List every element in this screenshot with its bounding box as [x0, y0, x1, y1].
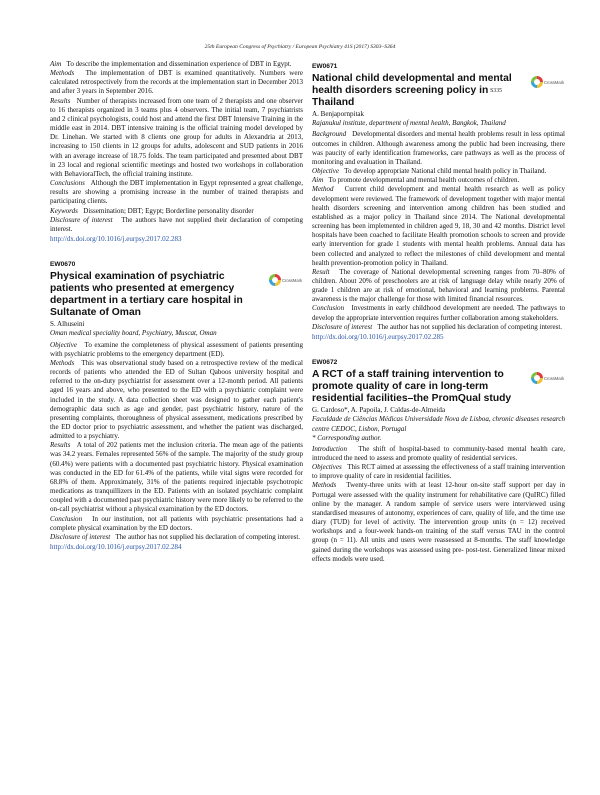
- objectives-text: This RCT aimed at assessing the effectiveness of a staff training intervention to improve quality of care in residential facilities.: [312, 463, 565, 481]
- title-row: [50, 271, 303, 319]
- introduction-label: Introduction: [312, 444, 347, 453]
- crossmark-badge[interactable]: [269, 273, 303, 287]
- affiliation: Rajanukul institute, department of mental health, Bangkok, Thailand: [312, 119, 506, 128]
- objective-text: To develop appropriate National child mental health policy in Thailand.: [344, 167, 547, 176]
- conclusions-label: Conclusions: [50, 179, 85, 188]
- introduction-paragraph: [312, 445, 565, 463]
- methods-paragraph: [312, 481, 565, 563]
- methods-text: This was observational study based on a retrospective review of the medical records of patients who attended the ED of Sultan Qaboos university hospital and referred to the on-duty psychiatrist for assessment over a 12-month period. All patients aged 16 years and above, who presented to the ED with a psychiatric complaint were included in the study. A data collection sheet was designed to gather each patient's demographic data such as age and gender, past psychiatric history, nature of the presenting complaints, thoroughness of physical assessment, medications prescribed by the ED doctor prior to psychiatric assessment, and whether the patient was discharged, admitted to a psychiatry.: [50, 358, 303, 441]
- affiliation: Oman medical speciality board, Psychiatry, Muscat, Oman: [50, 329, 217, 338]
- methods-paragraph: [50, 69, 303, 96]
- crossmark-icon: [531, 76, 543, 88]
- abstract-title: Physical examination of psychiatric patients who presented at emergency department in a tertiary care hospital in Sultanate of Oman: [50, 271, 243, 319]
- objective-text: To examine the completeness of physical assessment of patients presenting with psychiatric problems to the emergency department (ED).: [50, 340, 303, 358]
- methods-label: Methods: [50, 69, 75, 78]
- keywords-text: Dissemination; DBT; Egypt; Borderline personality disorder: [83, 206, 254, 215]
- background-label: Background: [312, 130, 347, 139]
- keywords-paragraph: [50, 207, 303, 216]
- abstract-code: EW0671: [312, 63, 338, 70]
- abstract-ew0672: [312, 358, 565, 564]
- conclusion-label: Conclusion: [50, 514, 83, 523]
- results-label: Results: [50, 441, 71, 450]
- conclusion-label: Conclusion: [312, 304, 345, 313]
- conclusions-text: Although the DBT implementation in Egypt represented a great challenge, results are showing a promising increase in the number of trained therapists and participating clients.: [50, 179, 303, 206]
- left-column: [50, 60, 303, 552]
- crossmark-icon: [269, 274, 281, 286]
- objective-paragraph: [50, 341, 303, 359]
- abstract-title: A RCT of a staff training intervention to promote quality of care in long-term residential facilities–the PromQual study: [312, 369, 512, 405]
- aim-paragraph: [312, 176, 565, 185]
- disclosure-label: Disclosure of interest: [312, 322, 373, 331]
- abstract-code: EW0672: [312, 359, 338, 367]
- aim-paragraph: [50, 60, 303, 69]
- methods-text: The implementation of DBT is examined quantitatively. Numbers were calculated retrospectively from the records at the implementation start in December 2013 and after 3 years in September 2016.: [50, 69, 303, 96]
- conclusions-paragraph: [50, 179, 303, 206]
- result-label: Result: [312, 267, 330, 276]
- conclusion-text: Investments in early childhood development are needed. The pathways to develop the appropriate intervention requires further collaboration among stakeholders.: [312, 304, 565, 322]
- disclosure-label: Disclosure of interest: [50, 532, 111, 541]
- disclosure-paragraph: [312, 323, 565, 332]
- keywords-label: Keywords: [50, 206, 78, 215]
- objective-label: Objective: [312, 167, 339, 176]
- doi-link[interactable]: http://dx.doi.org/10.1016/j.eurpsy.2017.02.285: [312, 332, 444, 341]
- objectives-label: Objectives: [312, 463, 342, 472]
- methods-label: Methods: [50, 358, 75, 367]
- abstract-title: National child developmental and mental health disorders screening policy in Thailand: [312, 73, 512, 109]
- crossmark-badge[interactable]: [531, 75, 565, 89]
- aim-label: Aim: [312, 176, 324, 185]
- crossmark-label: CrossMark: [544, 375, 565, 381]
- disclosure-paragraph: [50, 533, 303, 542]
- methods-text: Twenty-three units with at least 12-hour on-site staff support per day in Portugal were assessed with the quality instrument for rehabilitative care (QuIRC) filled online by the manager. A random sample of service users were interviewed using standardised measures of autonomy, experiences of care, quality of life, and the time use diary (TUD) for level of activity. The intervention group units (n = 12) received workshops and a four-week hands-on training of the staff versus TAU in the control group (n = 11). All units and users were reassessed at 8-months. The staff knowledge gained during the workshops was assessed using pre- post-test. Generalized linear mixed effects models were used.: [312, 481, 565, 563]
- page-number: S335: [490, 88, 502, 94]
- abstract-continued: [50, 60, 303, 244]
- conclusion-text: In our institution, not all patients with psychiatric presentations had a complete physical examination by the ED doctors.: [50, 514, 303, 532]
- affiliation: Faculdade de Ciências Médicas Universidade Nova de Lisboa, chronic diseases research centre CEDOC, Lisbon, Portugal: [312, 415, 565, 433]
- introduction-text: The shift of hospital-based to community-based mental health care, introduced the need to assess and promote quality of residential services.: [312, 444, 565, 462]
- background-text: Developmental disorders and mental health problems result in less optimal outcomes in children. Although awareness among the public had been increasing, there was paucity of early identification frameworks, care pathways as well as the process of monitoring and evaluation in Thailand.: [312, 130, 565, 166]
- journal-citation: 25th European Congress of Psychiatry / European Psychiatry 41S (2017) S303–S364: [204, 44, 396, 50]
- results-paragraph: [50, 97, 303, 179]
- objective-paragraph: [312, 167, 565, 176]
- authors: S. Alhuseini: [50, 320, 85, 329]
- title-row: [312, 73, 565, 109]
- methods-paragraph: [50, 359, 303, 441]
- method-text: Current child development and mental health research as well as policy development were reviewed. The framework of development together with major mental health disorders screening and intervention among children has been studied and established as a major policy in Thailand since 2014. The National developmental screening has been implemented in children aged 9, 18, 30 and 42 months. District level hospitals have been coached to facilitate Health promotion schools to screen and provide early intervention for grade 1 students with mental health problems. Annual data has been collected and analyzed to reflect the milestones of child development and mental health prevention-promotion policy in Thailand.: [312, 185, 565, 267]
- methods-label: Methods: [312, 481, 337, 490]
- method-paragraph: [312, 185, 565, 267]
- objectives-paragraph: [312, 463, 565, 481]
- conclusion-paragraph: [50, 515, 303, 533]
- abstract-code: EW0670: [50, 261, 76, 269]
- abstract-ew0670: [50, 260, 303, 552]
- corresponding-note: * Corresponding author.: [312, 433, 382, 442]
- doi-link[interactable]: http://dx.doi.org/10.1016/j.eurpsy.2017.02.284: [50, 543, 182, 552]
- doi-link[interactable]: http://dx.doi.org/10.1016/j.eurpsy.2017.02.283: [50, 234, 182, 243]
- aim-label: Aim: [50, 60, 62, 68]
- disclosure-text: The authors have not supplied their declaration of competing interest.: [50, 215, 303, 233]
- abstract-ew0671: [312, 62, 565, 342]
- crossmark-icon: [531, 372, 543, 384]
- crossmark-badge[interactable]: [531, 371, 565, 385]
- title-row: [312, 369, 565, 405]
- disclosure-text: The author has not supplied his declaration of competing interest.: [377, 322, 563, 331]
- results-paragraph: [50, 441, 303, 514]
- objective-label: Objective: [50, 340, 77, 349]
- disclosure-label: Disclosure of interest: [50, 215, 113, 224]
- crossmark-label: CrossMark: [282, 277, 303, 283]
- authors: G. Cardoso*, A. Papoila, J. Caldas-de-Almeida: [312, 406, 446, 415]
- result-text: The coverage of National developmental screening ranges from 70–80% of children. About 20% of preschoolers are at risk of language delay while nearly 20% of grade 1 children are at risk of emotional, behavioral and learning problems. Parental awareness is the major challenge for those with limited financial resources.: [312, 267, 565, 304]
- results-text: A total of 202 patients met the inclusion criteria. The mean age of the patients was 34.2 years. Females represented 56% of the sample. The majority of the study group (60.4%) were patients with a documented past psychiatric history. Physical examination was conducted in the ED for 61.4% of the patients, while vital signs were recorded for 68.8% of them. Approximately, 31% of the patients required injectable psychotropic medications as tranquillizers in the ED. Patients with an isolated psychiatric complaint coupled with a documented past psychiatric history were more likely to be referred to the on-call psychiatrist without a physical examination by the ED doctors.: [50, 441, 303, 514]
- right-column: [312, 60, 565, 564]
- result-paragraph: [312, 268, 565, 305]
- background-paragraph: [312, 130, 565, 167]
- results-label: Results: [50, 96, 71, 105]
- method-label: Method: [312, 185, 334, 194]
- crossmark-label: CrossMark: [544, 79, 565, 85]
- disclosure-paragraph: [50, 216, 303, 234]
- aim-text: To describe the implementation and dissemination experience of DBT in Egypt.: [66, 60, 292, 68]
- aim-text: To promote developmental and mental health outcomes of children.: [328, 176, 520, 185]
- results-text: Number of therapists increased from one team of 2 therapists and one observer to 16 therapists organized in 3 teams plus 4 observers. The initial team, 7 psychiatrists and 2 clinical psychologists, could host and attend the first DBT Intensive Training in the middle east in 2014. DBT intensive training is the official training model developed by Dr. Linehan. We started with 8 clients one group for adults in Alexandria at 2013, increasing to 150 clients in 12 groups for adults, adolescent and SUD patients in 2016 with an average increase of 18.75 folds. The team participated and presented about DBT in 23 local and regional scientific meetings and hosted two workshops in collaboration with BehavioralTech, the official training institute.: [50, 96, 303, 178]
- conclusion-paragraph: [312, 304, 565, 322]
- disclosure-text: The author has not supplied his declaration of competing interest.: [115, 532, 301, 541]
- authors: A. Benjapornpitak: [312, 110, 365, 119]
